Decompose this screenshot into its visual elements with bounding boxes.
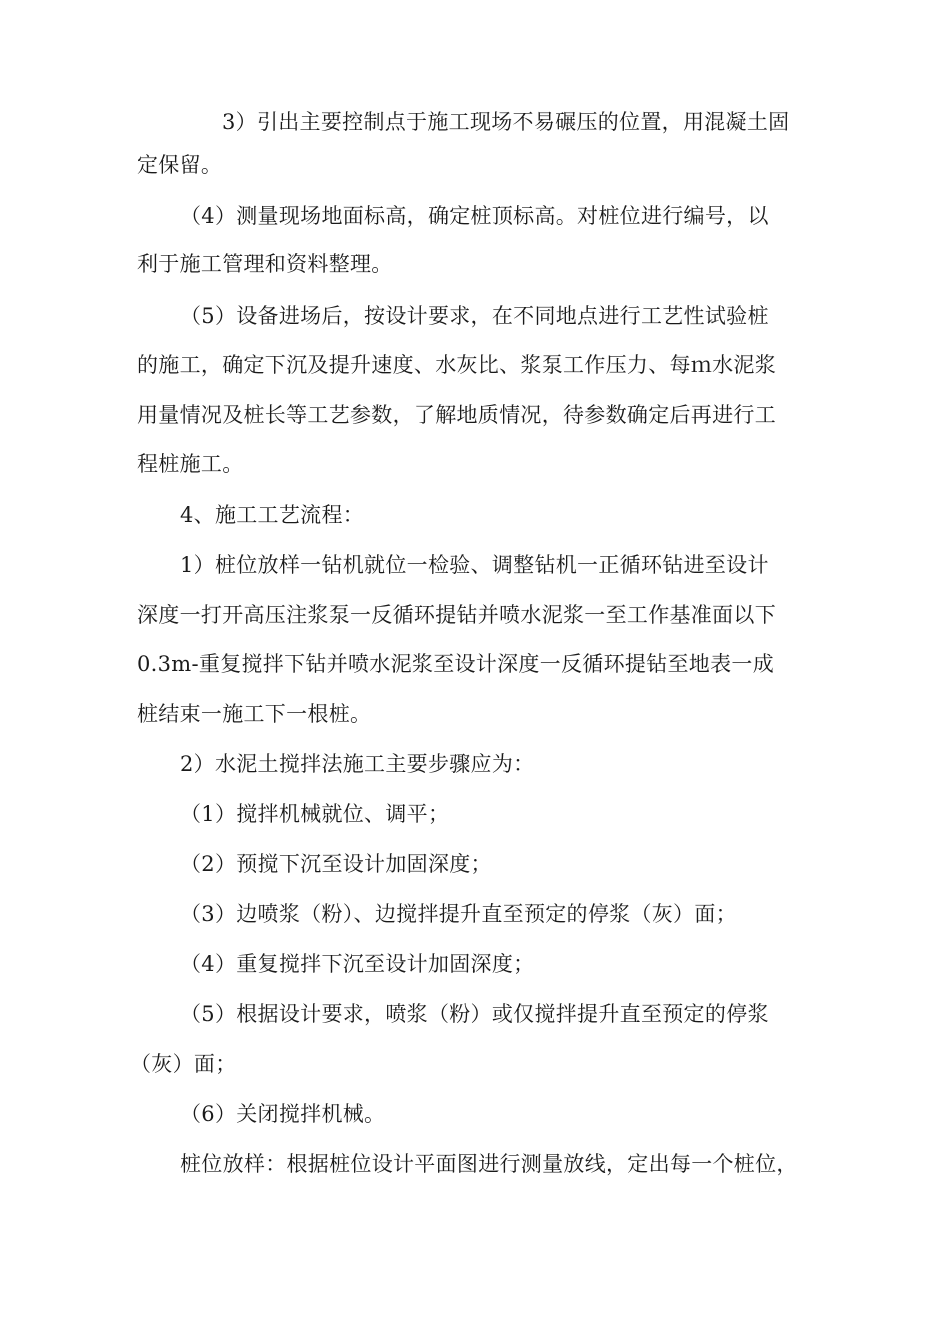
text-line: 桩位放样：根据桩位设计平面图进行测量放线，定出每一个桩位， <box>180 1152 798 1176</box>
text-line: （2）预搅下沉至设计加固深度； <box>180 852 492 876</box>
text-line: 定保留。 <box>137 153 223 177</box>
text-line: 桩结束一施工下一根桩。 <box>137 702 372 726</box>
text-line: 深度一打开高压注浆泵一反循环提钻并喷水泥浆一至工作基准面以下 <box>137 603 776 627</box>
text-line: （灰）面； <box>130 1052 237 1076</box>
text-line: （5）根据设计要求，喷浆（粉）或仅搅拌提升直至预定的停浆 <box>180 1002 769 1026</box>
text-line: 程桩施工。 <box>137 452 244 476</box>
text-line: （4）重复搅拌下沉至设计加固深度； <box>180 952 535 976</box>
text-line: 4、施工工艺流程： <box>180 503 365 527</box>
text-line: （4）测量现场地面标高，确定桩顶标高。对桩位进行编号，以 <box>180 204 769 228</box>
text-line: 的施工，确定下沉及提升速度、水灰比、浆泵工作压力、每ｍ水泥浆 <box>137 353 776 377</box>
text-line: 0.3m-重复搅拌下钻并喷水泥浆至设计深度一反循环提钻至地表一成 <box>137 652 775 676</box>
text-line: 2）水泥土搅拌法施工主要步骤应为： <box>180 752 535 776</box>
text-line: 1）桩位放样一钻机就位一检验、调整钻机一正循环钻进至设计 <box>180 553 769 577</box>
text-line: （3）边喷浆（粉）、边搅拌提升直至预定的停浆（灰）面； <box>180 902 737 926</box>
text-line: 3）引出主要控制点于施工现场不易碾压的位置，用混凝土固 <box>222 110 790 134</box>
text-line: 利于施工管理和资料整理。 <box>137 252 393 276</box>
text-line: （5）设备进场后，按设计要求，在不同地点进行工艺性试验桩 <box>180 304 769 328</box>
text-line: 用量情况及桩长等工艺参数，了解地质情况，待参数确定后再进行工 <box>137 403 776 427</box>
text-line: （6）关闭搅拌机械。 <box>180 1102 386 1126</box>
text-line: （1）搅拌机械就位、调平； <box>180 802 450 826</box>
